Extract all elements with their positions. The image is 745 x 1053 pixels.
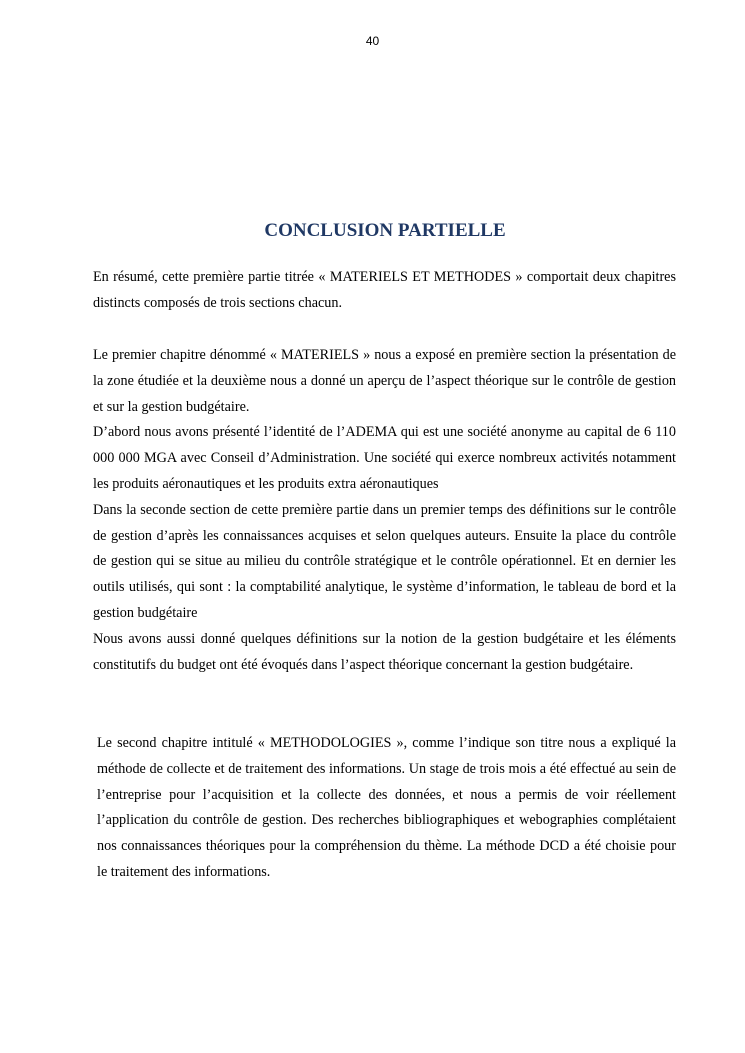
paragraph-budget-definitions: Nous avons aussi donné quelques définitions sur la notion de la gestion budgétaire et les éléments constitutifs du budget ont été évoqués dans l’aspect théorique concernant la gestion budgétaire. bbox=[93, 630, 676, 673]
paragraph-first-chapter: Le premier chapitre dénommé « MATERIELS » nous a exposé en première section la présentation de la zone étudiée et la deuxième nous a donné un aperçu de l’aspect théorique sur le contrôle de gestion et sur la gestion budgétaire. bbox=[93, 347, 676, 415]
page-title: CONCLUSION PARTIELLE bbox=[264, 220, 506, 241]
first-chapter-block bbox=[93, 343, 676, 678]
intro-block bbox=[93, 265, 676, 317]
paragraph-methodologies: Le second chapitre intitulé « METHODOLOGIES », comme l’indique son titre nous a expliqué la méthode de collecte et de traitement des informations. Un stage de trois mois a été effectué au sein de l’entreprise pour l’acquisition et la collecte des données, et nous a permis de voir réellement l’application du contrôle de gestion. Des recherches bibliographiques et webographies complétaient nos connaissances théoriques pour la compréhension du thème. La méthode DCD a été choisie pour le traitement des informations. bbox=[97, 735, 676, 880]
paragraph-summary: En résumé, cette première partie titrée « MATERIELS ET METHODES » comportait deux chapitres distincts composés de trois sections chacun. bbox=[93, 269, 676, 311]
paragraph-second-section: Dans la seconde section de cette première partie dans un premier temps des définitions sur le contrôle de gestion d’après les connaissances acquises et selon quelques auteurs. Ensuite la place du contrôle de gestion qui se situe au milieu du contrôle stratégique et le contrôle opérationnel. Et en dernier les outils utilisés, qui sont : la comptabilité analytique, le système d’information, le tableau de bord et la gestion budgétaire bbox=[93, 501, 676, 621]
page-number: 40 bbox=[365, 34, 380, 48]
paragraph-adema-identity: D’abord nous avons présenté l’identité de l’ADEMA qui est une société anonyme au capital de 6 110 000 000 MGA avec Conseil d’Administration. Une société qui exerce nombreux activités notamment les produits aéronautiques et les produits extra aéronautiques bbox=[93, 424, 676, 492]
second-chapter-block bbox=[93, 731, 676, 886]
